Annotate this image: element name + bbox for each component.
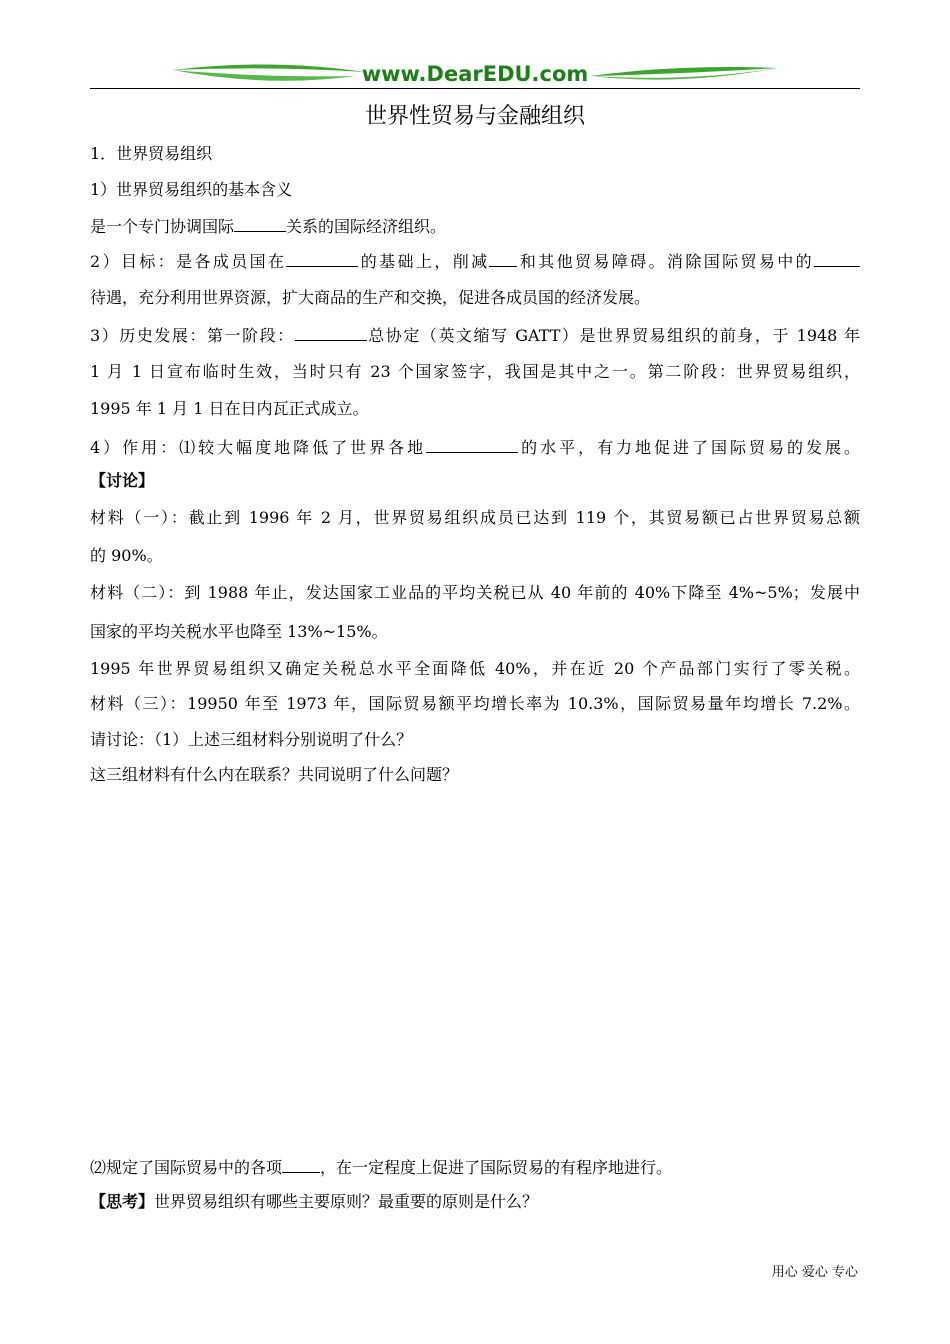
role-line-1: 4）作用：⑴较大幅度地降低了世界各地 的水平，有力地促进了国际贸易的发展。	[90, 438, 860, 457]
item1-heading: 1）世界贸易组织的基本含义	[90, 180, 293, 199]
material-1-line-2: 的 90%。	[90, 546, 163, 565]
fill-blank	[489, 250, 517, 267]
material-3-line-1: 材料（三）：19950 年至 1973 年，国际贸易额平均增长率为 10.3%，国际贸易量年均增长 7.2%。	[90, 694, 860, 713]
think-label: 【思考】	[90, 1192, 155, 1211]
header-url: www.DearEDU.com	[361, 62, 589, 86]
material-2-line-2: 国家的平均关税水平也降至 13%~15%。	[90, 622, 388, 641]
page-title: 世界性贸易与金融组织	[364, 104, 585, 129]
question-2: 这三组材料有什么内在联系？共同说明了什么问题？	[90, 765, 459, 784]
section-heading: 1．世界贸易组织	[90, 144, 213, 163]
fill-blank	[426, 436, 518, 453]
fill-blank	[814, 250, 860, 267]
item1-text: 是一个专门协调国际 关系的国际经济组织。	[90, 217, 447, 236]
history-line-1: 3）历史发展：第一阶段： 总协定（英文缩写 GATT）是世界贸易组织的前身，于 1948 年	[90, 326, 860, 345]
think-line	[90, 1192, 538, 1212]
fill-blank	[286, 250, 358, 267]
role-line-2: ⑵规定了国际贸易中的各项 ，在一定程度上促进了国际贸易的有程序地进行。	[90, 1158, 673, 1177]
fill-blank	[282, 1156, 320, 1173]
footer-motto: 用心 爱心 专心	[771, 1265, 858, 1280]
think-text: 世界贸易组织有哪些主要原则？最重要的原则是什么？	[154, 1192, 539, 1211]
material-2-line-3: 1995 年世界贸易组织又确定关税总水平全面降低 40%，并在近 20 个产品部门实行了零关税。	[90, 659, 860, 678]
material-1-line-1: 材料（一）：截止到 1996 年 2 月，世界贸易组织成员已达到 119 个，其贸易额已占世界贸易总额	[90, 508, 860, 527]
history-line-3: 1995 年 1 月 1 日在日内瓦正式成立。	[90, 399, 369, 418]
fill-blank	[295, 324, 367, 341]
header-rule	[90, 88, 860, 89]
fill-blank	[234, 215, 286, 232]
discussion-heading: 【讨论】	[90, 471, 155, 490]
question-1: 请讨论：（1）上述三组材料分别说明了什么？	[90, 730, 413, 749]
goal-line-1: 2）目标：是各成员国在 的基础上，削减 和其他贸易障碍。消除国际贸易中的	[90, 250, 860, 272]
goal-line-2: 待遇，充分利用世界资源，扩大商品的生产和交换，促进各成员国的经济发展。	[90, 288, 651, 307]
material-2-line-1: 材料（二）：到 1988 年止，发达国家工业品的平均关税已从 40 年前的 40%下降至 4%~5%；发展中	[90, 583, 860, 602]
header-banner	[90, 58, 860, 92]
history-line-2: 1 月 1 日宣布临时生效，当时只有 23 个国家签字，我国是其中之一。第二阶段：世界贸易组织，	[90, 362, 860, 381]
